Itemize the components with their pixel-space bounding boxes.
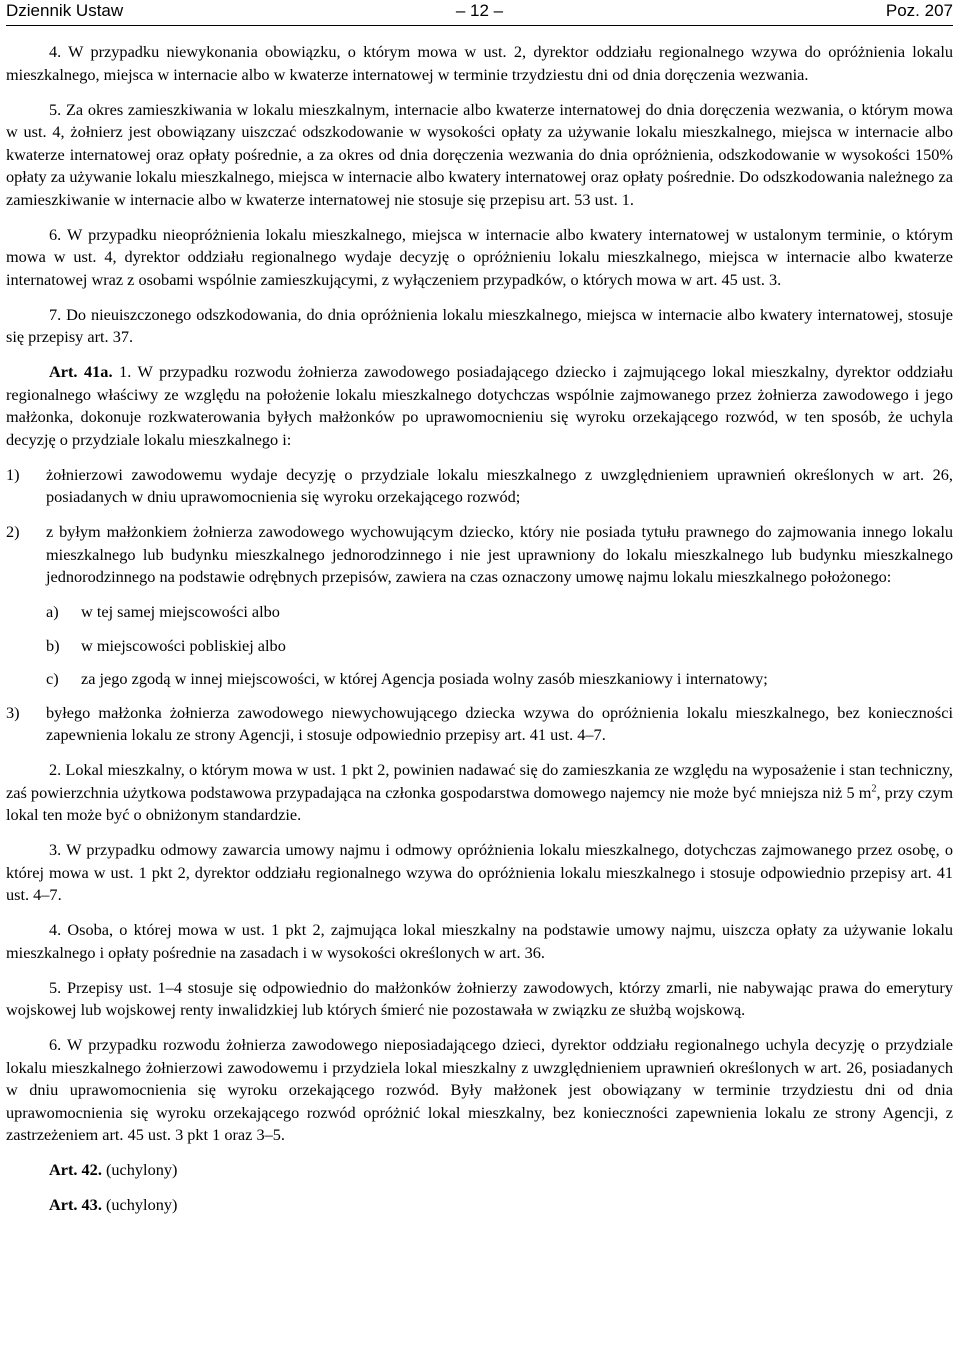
- sub-item-a: [6, 601, 953, 624]
- art-41a-paragraph-6: 6. W przypadku rozwodu żołnierza zawodowego nieposiadającego dzieci, dyrektor oddziału regionalnego uchyla decyzję o przydziale lokalu mieszkalnego żołnierzowi zawodowemu i przydziela lokal mieszkalny z uwzględnieniem uprawnień określonych w art. 26, posiadanych w dniu uprawomocnienia się wyroku orzekającego rozwód. Były małżonek jest obowiązany w terminie trzydziestu dni od dnia uprawomocnienia się wyroku orzekającego rozwód opróżnić lokal mieszkalny, bez konieczności zapewnienia lokalu ze strony Agencji, z zastrzeżeniem art. 45 ust. 3 pkt 1 oraz 3–5.: [6, 1035, 953, 1144]
- list-item-number: 2): [6, 522, 20, 541]
- paragraph-ust-4: 4. W przypadku niewykonania obowiązku, o którym mowa w ust. 2, dyrektor oddziału regionalnego wzywa do opróżnienia lokalu mieszkalnego, miejsca w internacie albo w kwaterze internatowej w terminie trzydziestu dni od dnia doręczenia wezwania.: [6, 42, 953, 84]
- sub-item-c: [6, 668, 953, 691]
- sub-item-b: [6, 635, 953, 658]
- list-item-2: [6, 521, 953, 589]
- paragraph-text-end: , przy czym lokal ten może być o obniżonym standardzie.: [6, 782, 953, 824]
- sub-item-letter: b): [46, 635, 60, 655]
- page-number: – 12 –: [455, 1, 504, 20]
- art-42-text: (uchylony): [101, 1160, 178, 1179]
- document-body: [6, 41, 953, 1229]
- position-number: Poz. 207: [885, 1, 953, 20]
- art-42: [6, 1159, 953, 1182]
- paragraph-ust-5: 5. Za okres zamieszkiwania w lokalu mieszkalnym, internacie albo kwaterze internatowej do dnia doręczenia wezwania, o którym mowa w ust. 4, żołnierz jest obowiązany uiszczać odszkodowanie w wysokości opłaty za używanie lokalu mieszkalnego, miejsca w internacie albo kwaterze internatowej oraz opłaty pośrednie, a za okres od dnia doręczenia wezwania do dnia opróżnienia, odszkodowanie w wysokości 150% opłaty za używanie lokalu mieszkalnego, miejsca w internacie albo kwatery internatowej oraz opłaty pośrednie. Do odszkodowania należnego za zamieszkiwanie w internacie albo w kwaterze internatowej nie stosuje się przepisu art. 53 ust. 1.: [6, 99, 953, 209]
- art-41a-paragraph-5: 5. Przepisy ust. 1–4 stosuje się odpowiednio do małżonków żołnierzy zawodowych, którzy zmarli, nie nabywając prawa do emerytury wojskowej lub wojskowej renty inwalidzkiej lub których śmierć nie pozostawała w związku ze służbą wojskową.: [6, 977, 953, 1019]
- art-41a-label: Art. 41a.: [49, 362, 113, 381]
- sub-item-text: w tej samej miejscowości albo: [81, 602, 280, 621]
- page-header: [6, 0, 953, 26]
- art-43-label: Art. 43.: [49, 1195, 102, 1214]
- list-item-text: żołnierzowi zawodowemu wydaje decyzję o przydziale lokalu mieszkalnego z uwzględnieniem uprawnień określonych w art. 26, posiadanych w dniu uprawomocnienia się wyroku orzekającego rozwód;: [46, 464, 953, 506]
- list-item-text: byłego małżonka żołnierza zawodowego niewychowującego dziecka wzywa do opróżnienia lokalu mieszkalnego, bez konieczności zapewnienia lokalu ze strony Agencji, i stosuje odpowiednio przepisy art. 41 ust. 4–7.: [46, 702, 953, 744]
- art-43-text: (uchylony): [101, 1195, 178, 1214]
- paragraph-ust-7: 7. Do nieuiszczonego odszkodowania, do dnia opróżnienia lokalu mieszkalnego, miejsca w internacie albo kwatery internatowej, stosuje się przepisy art. 37.: [6, 304, 953, 346]
- paragraph-ust-6: 6. W przypadku nieopróżnienia lokalu mieszkalnego, miejsca w internacie albo kwatery internatowej w ustalonym terminie, o którym mowa w ust. 4, dyrektor oddziału regionalnego wydaje decyzję o opróżnieniu lokalu mieszkalnego, miejsca w internacie albo kwaterze internatowej wraz z osobami wspólnie zamieszkującymi, z wyłączeniem przypadków, o których mowa w art. 45 ust. 3.: [6, 224, 953, 289]
- paragraph-text: 2. Lokal mieszkalny, o którym mowa w ust. 1 pkt 2, powinien nadawać się do zamieszkania ze względu na wyposażenie i stan techniczny, zaś powierzchnia użytkowa podstawowa przypadająca na członka gospodarstwa domowego najemcy nie może być mniejsza niż 5 m: [6, 760, 953, 802]
- sub-item-text: w miejscowości pobliskiej albo: [81, 635, 286, 655]
- list-item-1: [6, 464, 953, 509]
- sub-item-letter: a): [46, 602, 59, 621]
- sub-item-text: za jego zgodą w innej miejscowości, w której Agencja posiada wolny zasób mieszkaniowy i internatowy;: [81, 669, 768, 688]
- art-41a-paragraph-3: 3. W przypadku odmowy zawarcia umowy najmu i odmowy opróżnienia lokalu mieszkalnego, dotychczas zajmowanego przez osobę, o której mowa w ust. 1 pkt 2, dyrektor oddziału regionalnego wzywa do opróżnienia lokalu mieszkalnego i stosuje odpowiednio przepisy art. 41 ust. 4–7.: [6, 840, 953, 904]
- art-41a-paragraph-4: 4. Osoba, o której mowa w ust. 1 pkt 2, zajmująca lokal mieszkalny na podstawie umowy najmu, uiszcza opłaty za używanie lokalu mieszkalnego i opłaty pośrednie na zasadach i w wysokości określonych w art. 36.: [6, 920, 953, 962]
- superscript-2: 2: [871, 783, 877, 795]
- header-rule: [6, 25, 953, 26]
- art-42-label: Art. 42.: [49, 1160, 102, 1179]
- list-item-text: z byłym małżonkiem żołnierza zawodowego wychowującym dziecko, który nie posiada tytułu prawnego do zajmowania innego lokalu mieszkalnego lub budynku mieszkalnego jednorodzinnego i nie jest uprawniony do lokalu mieszkalnego lub budynku mieszkalnego jednorodzinnego na podstawie odrębnych przepisów, zawiera na czas oznaczony umowę najmu lokalu mieszkalnego położonego:: [46, 522, 953, 586]
- list-item-number: 3): [6, 702, 20, 722]
- art-41a-intro: 1. W przypadku rozwodu żołnierza zawodowego posiadającego dziecko i zajmującego lokal mieszkalny, dyrektor oddziału regionalnego właściwy ze względu na położenie lokalu mieszkalnego dotychczas wspólnie zajmowanego przez żołnierza zawodowego i jego małżonka, dokonuje rozkwaterowania byłych małżonków po uprawomocnieniu się wyroku orzekającego rozwód, w ten sposób, że uchyla decyzję o przydziale lokalu mieszkalnego i:: [6, 362, 954, 449]
- list-item-number: 1): [6, 464, 20, 484]
- sub-item-letter: c): [46, 669, 59, 688]
- journal-title: Dziennik Ustaw: [6, 1, 124, 20]
- art-43: [6, 1194, 953, 1217]
- list-item-3: [6, 702, 953, 747]
- art-41a-paragraph-1: [6, 361, 953, 451]
- art-41a-paragraph-2: [6, 759, 953, 827]
